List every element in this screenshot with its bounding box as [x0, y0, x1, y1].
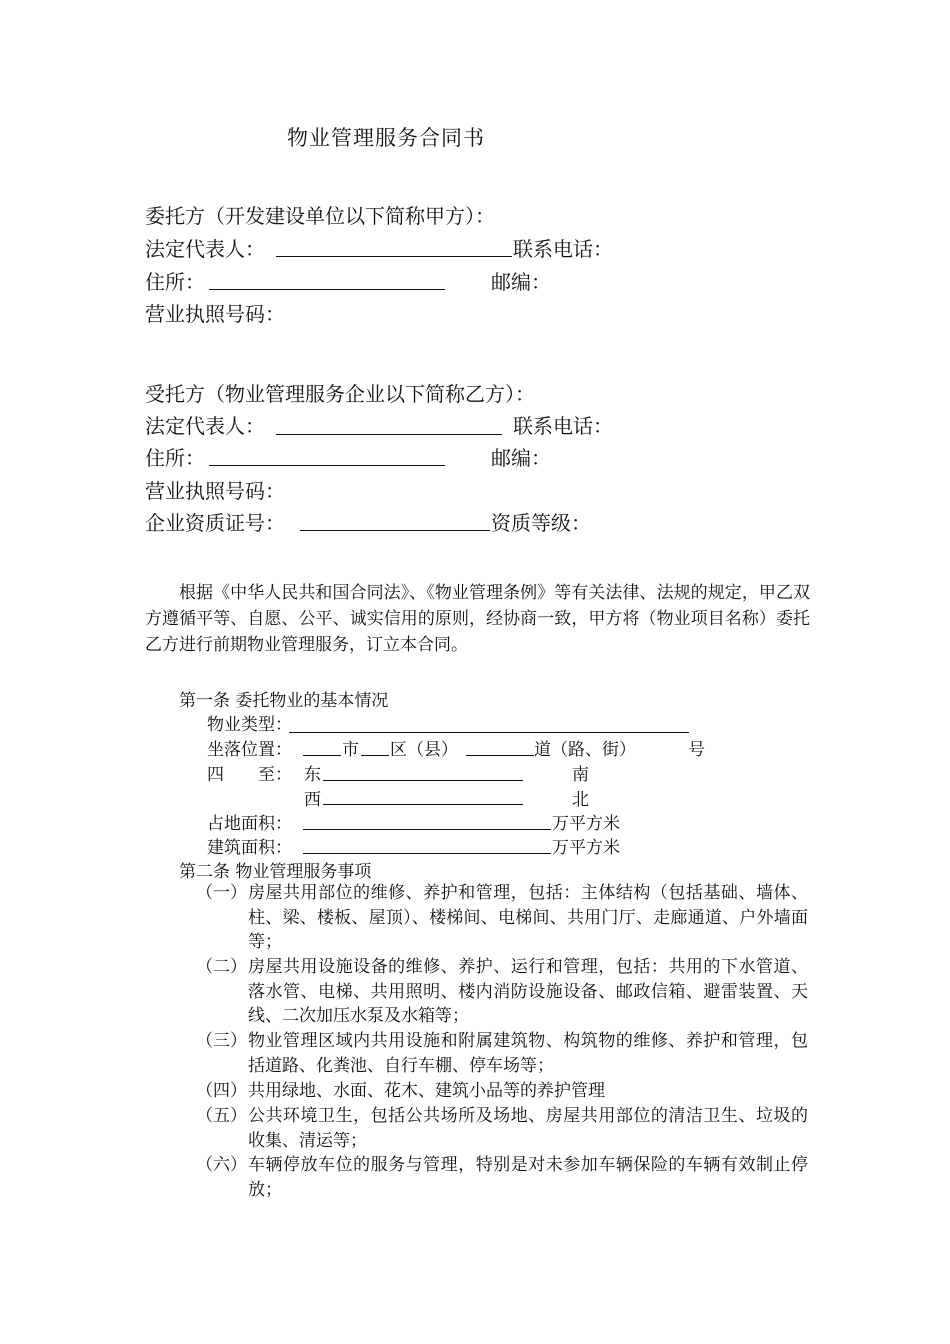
location-road-blank[interactable] [466, 755, 534, 756]
article-2-heading: 第二条 物业管理服务事项 [179, 862, 372, 882]
party-b-address-label: 住所： [145, 446, 205, 470]
party-b-rep-label: 法定代表人： [145, 414, 265, 438]
list-item-number: （一） [196, 883, 247, 903]
party-b-license-label: 营业执照号码： [145, 479, 285, 503]
list-item-number: （二） [196, 957, 247, 977]
party-a-phone-label: 联系电话： [513, 237, 613, 261]
list-item-number: （四） [196, 1081, 247, 1101]
party-a-address-blank[interactable] [209, 289, 445, 290]
party-b-cert-blank[interactable] [300, 530, 490, 531]
property-type-label: 物业类型： [207, 715, 292, 735]
party-a-heading: 委托方（开发建设单位以下简称甲方）： [145, 204, 495, 228]
party-b-cert-label: 企业资质证号： [145, 511, 285, 535]
list-item-number: （五） [196, 1106, 247, 1126]
location-city: 市 [342, 740, 359, 760]
location-number: 号 [688, 740, 705, 760]
intro-paragraph: 根据《中华人民共和国合同法》、《物业管理条例》等有关法律、法规的规定，甲乙双方遵循平等、自愿、公平、诚实信用的原则，经协商一致，甲方将（物业项目名称）委托乙方进行前期物业管理服务，订立本合同。 [145, 583, 810, 655]
location-district: 区（县） [390, 740, 458, 760]
build-area-blank[interactable] [303, 853, 551, 854]
party-b-heading: 受托方（物业管理服务企业以下简称乙方）： [145, 382, 535, 406]
page-title: 物业管理服务合同书 [287, 126, 485, 150]
bounds-label: 四 至： [207, 765, 292, 785]
bound-east-label: 东 [304, 765, 321, 785]
party-a-address-label: 住所： [145, 270, 205, 294]
list-item-number: （六） [196, 1155, 247, 1175]
list-item-text: 共用绿地、水面、花木、建筑小品等的养护管理 [248, 1081, 605, 1101]
list-item-text: 房屋共用部位的维修、养护和管理，包括：主体结构（包括基础、墙体、柱、梁、楼板、屋顶）、楼梯间、电梯间、共用门厅、走廊通道、户外墙面等； [248, 883, 808, 952]
list-item-text: 车辆停放车位的服务与管理，特别是对未参加车辆保险的车辆有效制止停放； [248, 1155, 808, 1200]
bound-west-label: 西 [304, 790, 321, 810]
land-area-blank[interactable] [303, 829, 551, 830]
party-b-rep-blank[interactable] [276, 434, 502, 435]
land-area-label: 占地面积： [207, 814, 292, 834]
party-b-address-blank[interactable] [209, 465, 445, 466]
party-b-postcode-label: 邮编： [491, 446, 551, 470]
party-a-rep-blank[interactable] [276, 256, 512, 257]
article-1-heading: 第一条 委托物业的基本情况 [179, 691, 389, 711]
list-item [196, 1029, 808, 1078]
list-item [196, 1079, 808, 1104]
list-item-text: 物业管理区域内共用设施和附属建筑物、构筑物的维修、养护和管理，包括道路、化粪池、自行车棚、停车场等； [248, 1031, 808, 1076]
location-road: 道（路、街） [534, 740, 636, 760]
list-item [196, 1153, 808, 1202]
bound-south-label: 南 [572, 765, 589, 785]
build-area-unit: 万平方米 [552, 838, 620, 858]
list-item-text: 房屋共用设施设备的维修、养护、运行和管理，包括：共用的下水管道、落水管、电梯、共用照明、楼内消防设施设备、邮政信箱、避雷装置、天线、二次加压水泵及水箱等； [248, 957, 808, 1026]
build-area-label: 建筑面积： [207, 838, 292, 858]
property-type-blank[interactable] [289, 732, 689, 733]
party-a-rep-label: 法定代表人： [145, 237, 265, 261]
bound-north-label: 北 [572, 790, 589, 810]
bound-east-blank[interactable] [323, 780, 523, 781]
land-area-unit: 万平方米 [552, 814, 620, 834]
party-b-phone-label: 联系电话： [513, 414, 613, 438]
party-a-postcode-label: 邮编： [491, 270, 551, 294]
list-item [196, 955, 808, 1029]
list-item [196, 881, 808, 955]
list-item-number: （三） [196, 1031, 247, 1051]
list-item-text: 公共环境卫生，包括公共场所及场地、房屋共用部位的清洁卫生、垃圾的收集、清运等； [248, 1106, 808, 1151]
location-district-blank[interactable] [361, 755, 389, 756]
party-a-license-label: 营业执照号码： [145, 302, 285, 326]
list-item [196, 1104, 808, 1153]
party-b-grade-label: 资质等级： [491, 511, 591, 535]
location-label: 坐落位置： [207, 740, 292, 760]
location-city-blank[interactable] [303, 755, 341, 756]
bound-west-blank[interactable] [323, 804, 523, 805]
